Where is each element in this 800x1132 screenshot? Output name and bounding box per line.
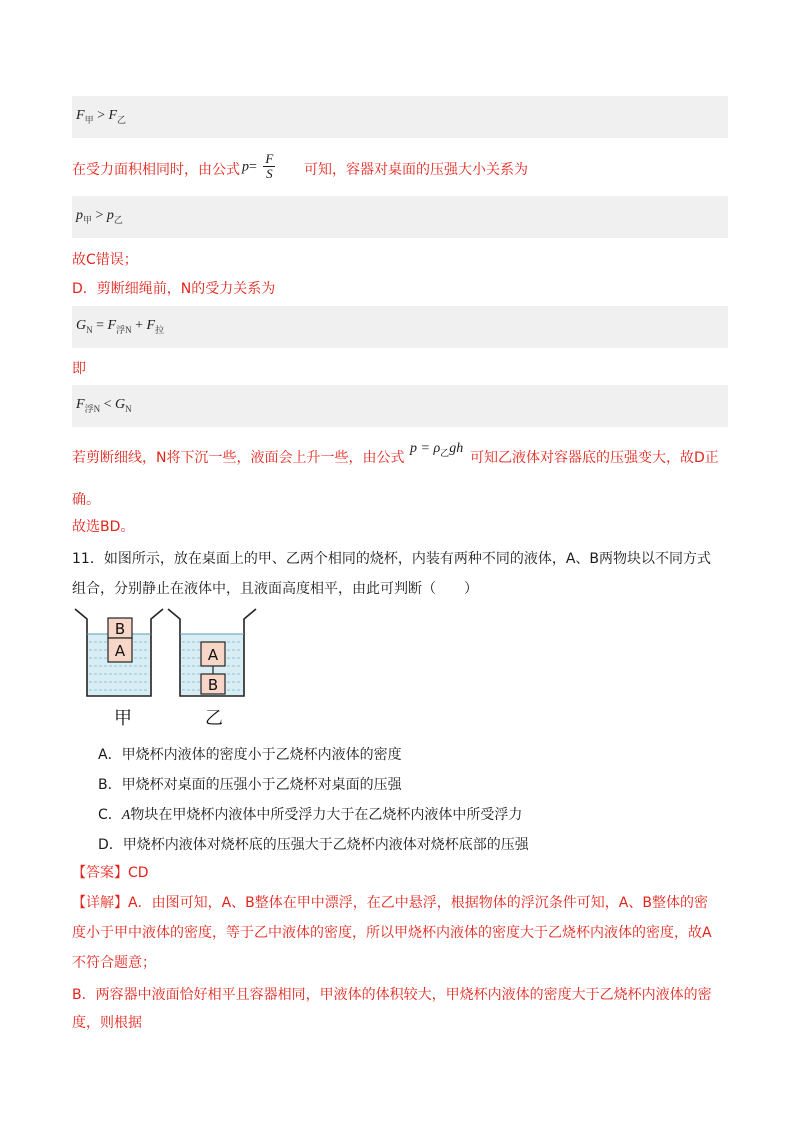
beakers-figure — [72, 606, 262, 732]
detail-line2: 度小于甲中液体的密度，等于乙中液体的密度，所以甲烧杯内液体的密度大于乙烧杯内液体的密度，故A — [72, 922, 728, 944]
formula-block-1 — [72, 96, 728, 138]
label-a-left: A — [114, 642, 126, 660]
option-d-analysis: D．剪断细绳前，N的受力关系为 — [72, 278, 728, 300]
formula-f-compare: $F_甲 > F_乙$ — [76, 108, 127, 125]
label-a-right: A — [207, 646, 219, 664]
cut-string-line — [72, 438, 728, 468]
cut-string-post: 可知乙液体对容器底的压强变大，故D正 — [470, 450, 719, 466]
formula-block-3 — [72, 306, 728, 348]
pressure-text-post: 可知，容器对桌面的压强大小关系为 — [304, 162, 528, 178]
choose-bd: 故选BD。 — [72, 516, 728, 538]
correct-text: 确。 — [72, 489, 728, 511]
that-is-text: 即 — [72, 358, 728, 380]
label-b-right: B — [207, 676, 219, 694]
answer-value: CD — [128, 865, 149, 881]
figure-label-yi: 乙 — [205, 708, 223, 729]
formula-block-4 — [72, 385, 728, 427]
question-number: 11． — [72, 551, 104, 567]
detail-line3: 不符合题意； — [72, 952, 728, 974]
document-page — [72, 0, 728, 1132]
answer-line — [72, 862, 728, 884]
pressure-formula: p= $\frac{F}{S}$ — [242, 151, 274, 181]
detail-line4: B．两容器中液面恰好相平且容器相同，甲液体的体积较大，甲烧杯内液体的密度大于乙烧杯内液体的密 — [72, 987, 712, 1003]
option-c: C．A物块在甲烧杯内液体中所受浮力大于在乙烧杯内液体中所受浮力 — [98, 807, 523, 823]
option-b: B．甲烧杯对桌面的压强小于乙烧杯对桌面的压强 — [98, 777, 402, 793]
detail-tag: 【详解】 — [72, 895, 128, 911]
conclusion-c: 故C错误； — [72, 249, 728, 271]
cut-string-pre: 若剪断细线，N将下沉一些，液面会上升一些，由公式 — [72, 450, 405, 466]
pressure-text-pre: 在受力面积相同时，由公式 — [72, 162, 240, 178]
question-11-line1: 11．如图所示，放在桌面上的甲、乙两个相同的烧杯，内装有两种不同的液体，A、B两物块以不同方式 — [72, 551, 712, 567]
formula-block-2 — [72, 196, 728, 238]
detail-line1: 【详解】A．由图可知，A、B整体在甲中漂浮，在乙中悬浮，根据物体的浮沉条件可知，A、B整体的密 — [72, 892, 728, 914]
beaker-left — [75, 609, 163, 696]
detail-shaded-block — [72, 980, 728, 1034]
formula-p-compare: $p_甲 > p_乙$ — [76, 208, 123, 225]
question-11-line2: 组合，分别静止在液体中，且液面高度相平，由此可判断（ ） — [72, 581, 478, 597]
formula-buoyancy-less: $F_{浮N} < G_N$ — [76, 397, 132, 414]
answer-tag: 【答案】 — [72, 865, 128, 881]
figure-label-jia: 甲 — [114, 708, 132, 729]
label-b-left: B — [114, 620, 126, 638]
liquid-pressure-formula: $p = \rho_乙gh$ — [410, 441, 464, 458]
option-a: A．甲烧杯内液体的密度小于乙烧杯内液体的密度 — [98, 747, 402, 763]
detail-line5: 度，则根据 — [72, 1015, 142, 1031]
formula-force-balance: $G_N = F_{浮N} + F_拉$ — [76, 318, 165, 335]
pressure-formula-line — [72, 150, 728, 190]
fraction-f-over-s: $\frac{F}{S}$ — [265, 151, 274, 181]
beaker-right — [168, 609, 256, 696]
option-d: D．甲烧杯内液体对烧杯底的压强大于乙烧杯内液体对烧杯底部的压强 — [98, 837, 529, 853]
